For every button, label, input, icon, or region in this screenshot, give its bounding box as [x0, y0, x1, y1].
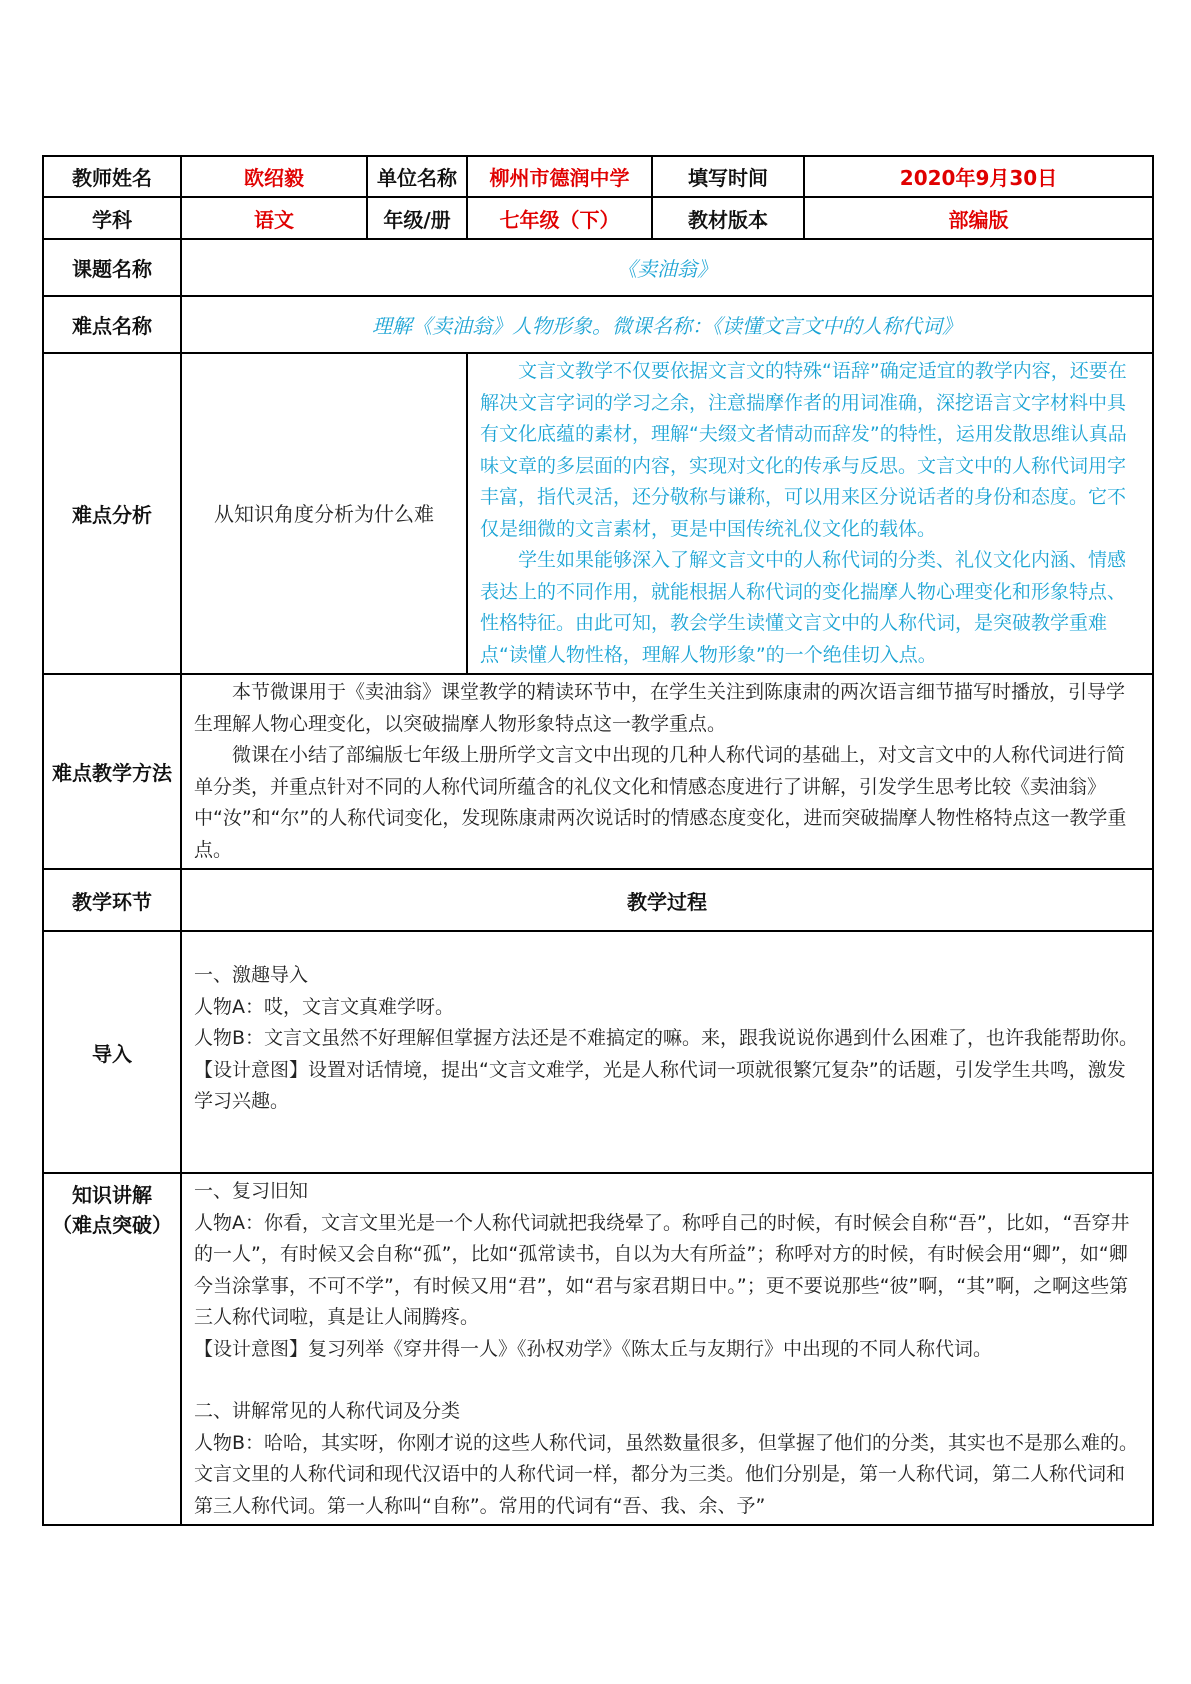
method-content — [181, 674, 1153, 869]
method-paragraph-2: 微课在小结了部编版七年级上册所学文言文中出现的几种人称代词的基础上，对文言文中的人称代词进行简单分类，并重点针对不同的人称代词所蕴含的礼仪文化和情感态度进行了讲解，引发学生思考比较《卖油翁》中“汝”和“尔”的人称代词变化，发现陈康肃两次说话时的情感态度变化，进而突破揣摩人物性格特点这一教学重点。 — [194, 744, 1127, 861]
topic-value: 《卖油翁》 — [181, 239, 1153, 296]
lesson-plan-sheet — [42, 155, 1152, 1526]
topic-row — [43, 239, 1153, 296]
subject-value: 语文 — [181, 197, 367, 239]
knowledge-row — [43, 1173, 1153, 1525]
difficulty-row — [43, 296, 1153, 353]
section-gap — [194, 1365, 1142, 1396]
process-header-row — [43, 869, 1153, 931]
method-row — [43, 674, 1153, 869]
teacher-value: 欧绍毅 — [181, 156, 367, 197]
teacher-label: 教师姓名 — [43, 156, 181, 197]
process-header: 教学过程 — [181, 869, 1153, 931]
intro-label: 导入 — [43, 931, 181, 1173]
date-value: 2020年9月30日 — [804, 156, 1153, 197]
edition-value: 部编版 — [804, 197, 1153, 239]
intro-line-1: 一、激趣导入 — [194, 964, 309, 986]
knowledge-label-line-1: 知识讲解 — [72, 1183, 152, 1207]
analysis-paragraph-2: 学生如果能够深入了解文言文中的人称代词的分类、礼仪文化内涵、情感表达上的不同作用，就能根据人称代词的变化揣摩人物心理变化和形象特点、性格特征。由此可知，教会学生读懂文言文中的人称代词，是突破教学重难点“读懂人物性格，理解人物形象”的一个绝佳切入点。 — [480, 549, 1127, 666]
knowledge-s1-line-2: 人物A：你看，文言文里光是一个人称代词就把我绕晕了。称呼自己的时候，有时候会自称“吾”，比如，“吾穿井的一人”，有时候又会自称“孤”，比如“孤常读书，自以为大有所益”；称呼对方的时候，有时候会用“卿”，如“卿今当涂掌事，不可不学”，有时候又用“君”，如“君与家君期日中。”；更不要说那些“彼”啊，“其”啊，之啊这些第三人称代词啦，真是让人闹腾疼。 — [194, 1211, 1130, 1328]
grade-value: 七年级（下） — [467, 197, 652, 239]
topic-label: 课题名称 — [43, 239, 181, 296]
knowledge-s1-line-1: 一、复习旧知 — [194, 1180, 309, 1202]
knowledge-s2-line-2: 人物B：哈哈，其实呀，你刚才说的这些人称代词，虽然数量很多，但掌握了他们的分类，其实也不是那么难的。文言文里的人称代词和现代汉语中的人称代词一样，都分为三类。他们分别是，第一人称代词，第二人称代词和第三人称代词。第一人称叫“自称”。常用的代词有“吾、我、余、予” — [194, 1431, 1139, 1517]
lesson-plan-table — [42, 155, 1154, 1526]
intro-line-2: 人物A：哎，文言文真难学呀。 — [194, 995, 454, 1018]
unit-label: 单位名称 — [367, 156, 467, 197]
analysis-sub-label: 从知识角度分析为什么难 — [181, 353, 467, 674]
stage-header: 教学环节 — [43, 869, 181, 931]
grade-label: 年级/册 — [367, 197, 467, 239]
header-row-2 — [43, 197, 1153, 239]
unit-value: 柳州市德润中学 — [467, 156, 652, 197]
knowledge-s2-line-1: 二、讲解常见的人称代词及分类 — [194, 1400, 461, 1422]
knowledge-s1-line-3: 【设计意图】复习列举《穿井得一人》《孙权劝学》《陈太丘与友期行》中出现的不同人称代词。 — [194, 1337, 993, 1360]
analysis-label: 难点分析 — [43, 353, 181, 674]
difficulty-label: 难点名称 — [43, 296, 181, 353]
knowledge-label — [43, 1173, 181, 1525]
analysis-row — [43, 353, 1153, 674]
knowledge-label-line-2: （难点突破） — [52, 1213, 172, 1237]
method-paragraph-1: 本节微课用于《卖油翁》课堂教学的精读环节中，在学生关注到陈康肃的两次语言细节描写时播放，引导学生理解人物心理变化，以突破揣摩人物形象特点这一教学重点。 — [194, 681, 1126, 735]
intro-content — [181, 931, 1153, 1173]
subject-label: 学科 — [43, 197, 181, 239]
analysis-content — [467, 353, 1153, 674]
intro-line-3: 人物B：文言文虽然不好理解但掌握方法还是不难搞定的嘛。来，跟我说说你遇到什么困难了，也许我能帮助你。 — [194, 1027, 1139, 1049]
edition-label: 教材版本 — [652, 197, 804, 239]
date-label: 填写时间 — [652, 156, 804, 197]
method-label: 难点教学方法 — [43, 674, 181, 869]
header-row-1 — [43, 156, 1153, 197]
difficulty-value: 理解《卖油翁》人物形象。微课名称：《读懂文言文中的人称代词》 — [181, 296, 1153, 353]
analysis-paragraph-1: 文言文教学不仅要依据文言文的特殊“语辞”确定适宜的教学内容，还要在解决文言字词的学习之余，注意揣摩作者的用词准确，深挖语言文字材料中具有文化底蕴的素材，理解“夫缀文者情动而辞发”的特性，运用发散思维认真品味文章的多层面的内容，实现对文化的传承与反思。文言文中的人称代词用字丰富，指代灵活，还分敬称与谦称，可以用来区分说话者的身份和态度。它不仅是细微的文言素材，更是中国传统礼仪文化的载体。 — [480, 360, 1127, 540]
knowledge-content — [181, 1173, 1153, 1525]
intro-row — [43, 931, 1153, 1173]
intro-line-4: 【设计意图】设置对话情境，提出“文言文难学，光是人称代词一项就很繁冗复杂”的话题，引发学生共鸣，激发学习兴趣。 — [194, 1058, 1126, 1112]
